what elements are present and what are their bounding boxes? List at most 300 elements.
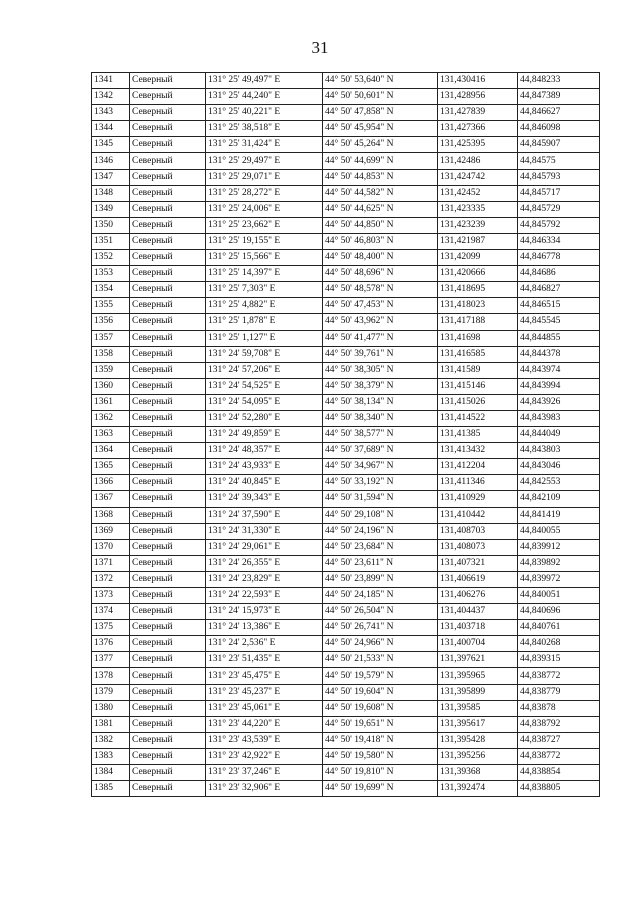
point-number-cell: 1359	[92, 362, 130, 378]
longitude-dms-cell: 131° 24' 29,061" E	[206, 539, 323, 555]
longitude-dms-cell: 131° 24' 15,973" E	[206, 604, 323, 620]
longitude-decimal-cell: 131,406619	[438, 571, 518, 587]
latitude-decimal-cell: 44,838792	[518, 716, 600, 732]
longitude-dms-cell: 131° 24' 57,206" E	[206, 362, 323, 378]
table-row	[92, 765, 600, 781]
table-row	[92, 539, 600, 555]
longitude-dms-cell: 131° 25' 29,497" E	[206, 153, 323, 169]
zone-name-cell: Северный	[130, 266, 206, 282]
latitude-dms-cell: 44° 50' 47,858" N	[323, 105, 438, 121]
latitude-dms-cell: 44° 50' 23,611" N	[323, 555, 438, 571]
latitude-dms-cell: 44° 50' 47,453" N	[323, 298, 438, 314]
zone-name-cell: Северный	[130, 523, 206, 539]
longitude-decimal-cell: 131,420666	[438, 266, 518, 282]
zone-name-cell: Северный	[130, 636, 206, 652]
latitude-dms-cell: 44° 50' 48,696" N	[323, 266, 438, 282]
point-number-cell: 1377	[92, 652, 130, 668]
longitude-decimal-cell: 131,395965	[438, 668, 518, 684]
latitude-dms-cell: 44° 50' 23,684" N	[323, 539, 438, 555]
zone-name-cell: Северный	[130, 394, 206, 410]
longitude-dms-cell: 131° 24' 54,525" E	[206, 378, 323, 394]
longitude-decimal-cell: 131,42099	[438, 250, 518, 266]
latitude-decimal-cell: 44,845907	[518, 137, 600, 153]
zone-name-cell: Северный	[130, 362, 206, 378]
longitude-dms-cell: 131° 25' 44,240" E	[206, 89, 323, 105]
table-row	[92, 443, 600, 459]
longitude-dms-cell: 131° 23' 51,435" E	[206, 652, 323, 668]
latitude-dms-cell: 44° 50' 19,651" N	[323, 716, 438, 732]
table-row	[92, 314, 600, 330]
coordinates-table-body	[92, 73, 600, 797]
point-number-cell: 1351	[92, 233, 130, 249]
latitude-decimal-cell: 44,845717	[518, 185, 600, 201]
zone-name-cell: Северный	[130, 89, 206, 105]
table-row	[92, 636, 600, 652]
latitude-decimal-cell: 44,844049	[518, 427, 600, 443]
latitude-dms-cell: 44° 50' 44,853" N	[323, 169, 438, 185]
latitude-dms-cell: 44° 50' 24,966" N	[323, 636, 438, 652]
zone-name-cell: Северный	[130, 443, 206, 459]
point-number-cell: 1363	[92, 427, 130, 443]
latitude-dms-cell: 44° 50' 39,761" N	[323, 346, 438, 362]
table-row	[92, 700, 600, 716]
point-number-cell: 1361	[92, 394, 130, 410]
latitude-decimal-cell: 44,84575	[518, 153, 600, 169]
longitude-dms-cell: 131° 24' 2,536" E	[206, 636, 323, 652]
longitude-dms-cell: 131° 24' 48,357" E	[206, 443, 323, 459]
latitude-decimal-cell: 44,838779	[518, 684, 600, 700]
longitude-dms-cell: 131° 24' 37,590" E	[206, 507, 323, 523]
latitude-decimal-cell: 44,844855	[518, 330, 600, 346]
longitude-decimal-cell: 131,395899	[438, 684, 518, 700]
longitude-decimal-cell: 131,410929	[438, 491, 518, 507]
table-row	[92, 604, 600, 620]
longitude-decimal-cell: 131,42452	[438, 185, 518, 201]
longitude-dms-cell: 131° 24' 40,845" E	[206, 475, 323, 491]
latitude-decimal-cell: 44,840055	[518, 523, 600, 539]
table-row	[92, 716, 600, 732]
latitude-dms-cell: 44° 50' 38,305" N	[323, 362, 438, 378]
latitude-dms-cell: 44° 50' 21,533" N	[323, 652, 438, 668]
longitude-dms-cell: 131° 24' 22,593" E	[206, 588, 323, 604]
point-number-cell: 1376	[92, 636, 130, 652]
table-row	[92, 652, 600, 668]
table-row	[92, 410, 600, 426]
point-number-cell: 1380	[92, 700, 130, 716]
zone-name-cell: Северный	[130, 314, 206, 330]
table-row	[92, 475, 600, 491]
latitude-decimal-cell: 44,845792	[518, 217, 600, 233]
table-row	[92, 781, 600, 797]
longitude-decimal-cell: 131,407321	[438, 555, 518, 571]
latitude-decimal-cell: 44,840761	[518, 620, 600, 636]
longitude-decimal-cell: 131,412204	[438, 459, 518, 475]
longitude-dms-cell: 131° 25' 29,071" E	[206, 169, 323, 185]
latitude-decimal-cell: 44,84686	[518, 266, 600, 282]
point-number-cell: 1381	[92, 716, 130, 732]
longitude-dms-cell: 131° 24' 43,933" E	[206, 459, 323, 475]
zone-name-cell: Северный	[130, 668, 206, 684]
point-number-cell: 1379	[92, 684, 130, 700]
latitude-decimal-cell: 44,838727	[518, 732, 600, 748]
zone-name-cell: Северный	[130, 282, 206, 298]
longitude-dms-cell: 131° 23' 45,475" E	[206, 668, 323, 684]
longitude-decimal-cell: 131,41589	[438, 362, 518, 378]
table-row	[92, 459, 600, 475]
zone-name-cell: Северный	[130, 346, 206, 362]
table-row	[92, 668, 600, 684]
latitude-dms-cell: 44° 50' 53,640" N	[323, 73, 438, 89]
zone-name-cell: Северный	[130, 748, 206, 764]
longitude-decimal-cell: 131,395617	[438, 716, 518, 732]
latitude-dms-cell: 44° 50' 38,577" N	[323, 427, 438, 443]
table-row	[92, 571, 600, 587]
longitude-decimal-cell: 131,425395	[438, 137, 518, 153]
table-row	[92, 153, 600, 169]
latitude-decimal-cell: 44,845729	[518, 201, 600, 217]
zone-name-cell: Северный	[130, 588, 206, 604]
latitude-decimal-cell: 44,845545	[518, 314, 600, 330]
latitude-decimal-cell: 44,840696	[518, 604, 600, 620]
point-number-cell: 1348	[92, 185, 130, 201]
table-row	[92, 233, 600, 249]
point-number-cell: 1372	[92, 571, 130, 587]
longitude-dms-cell: 131° 23' 42,922" E	[206, 748, 323, 764]
longitude-decimal-cell: 131,392474	[438, 781, 518, 797]
table-row	[92, 427, 600, 443]
table-row	[92, 298, 600, 314]
table-row	[92, 137, 600, 153]
latitude-decimal-cell: 44,843983	[518, 410, 600, 426]
latitude-decimal-cell: 44,841419	[518, 507, 600, 523]
latitude-decimal-cell: 44,83878	[518, 700, 600, 716]
latitude-dms-cell: 44° 50' 19,699" N	[323, 781, 438, 797]
longitude-dms-cell: 131° 24' 54,095" E	[206, 394, 323, 410]
longitude-decimal-cell: 131,39585	[438, 700, 518, 716]
latitude-decimal-cell: 44,842109	[518, 491, 600, 507]
latitude-dms-cell: 44° 50' 19,580" N	[323, 748, 438, 764]
latitude-dms-cell: 44° 50' 29,108" N	[323, 507, 438, 523]
latitude-dms-cell: 44° 50' 33,192" N	[323, 475, 438, 491]
point-number-cell: 1366	[92, 475, 130, 491]
table-row	[92, 748, 600, 764]
table-row	[92, 362, 600, 378]
latitude-decimal-cell: 44,839892	[518, 555, 600, 571]
longitude-decimal-cell: 131,403718	[438, 620, 518, 636]
longitude-decimal-cell: 131,39368	[438, 765, 518, 781]
latitude-dms-cell: 44° 50' 38,134" N	[323, 394, 438, 410]
table-row	[92, 169, 600, 185]
latitude-dms-cell: 44° 50' 38,340" N	[323, 410, 438, 426]
point-number-cell: 1354	[92, 282, 130, 298]
zone-name-cell: Северный	[130, 620, 206, 636]
latitude-decimal-cell: 44,847389	[518, 89, 600, 105]
longitude-dms-cell: 131° 24' 31,330" E	[206, 523, 323, 539]
table-row	[92, 732, 600, 748]
longitude-dms-cell: 131° 23' 44,220" E	[206, 716, 323, 732]
longitude-decimal-cell: 131,397621	[438, 652, 518, 668]
zone-name-cell: Северный	[130, 73, 206, 89]
zone-name-cell: Северный	[130, 153, 206, 169]
zone-name-cell: Северный	[130, 652, 206, 668]
latitude-decimal-cell: 44,839315	[518, 652, 600, 668]
longitude-decimal-cell: 131,411346	[438, 475, 518, 491]
latitude-dms-cell: 44° 50' 38,379" N	[323, 378, 438, 394]
longitude-decimal-cell: 131,404437	[438, 604, 518, 620]
zone-name-cell: Северный	[130, 201, 206, 217]
point-number-cell: 1350	[92, 217, 130, 233]
zone-name-cell: Северный	[130, 250, 206, 266]
zone-name-cell: Северный	[130, 539, 206, 555]
longitude-decimal-cell: 131,42486	[438, 153, 518, 169]
latitude-dms-cell: 44° 50' 41,477" N	[323, 330, 438, 346]
longitude-dms-cell: 131° 24' 13,386" E	[206, 620, 323, 636]
longitude-dms-cell: 131° 25' 7,303" E	[206, 282, 323, 298]
latitude-decimal-cell: 44,839972	[518, 571, 600, 587]
latitude-dms-cell: 44° 50' 44,850" N	[323, 217, 438, 233]
point-number-cell: 1383	[92, 748, 130, 764]
longitude-decimal-cell: 131,430416	[438, 73, 518, 89]
point-number-cell: 1356	[92, 314, 130, 330]
point-number-cell: 1375	[92, 620, 130, 636]
zone-name-cell: Северный	[130, 330, 206, 346]
table-row	[92, 555, 600, 571]
zone-name-cell: Северный	[130, 169, 206, 185]
coordinates-table	[91, 72, 600, 797]
latitude-decimal-cell: 44,843974	[518, 362, 600, 378]
latitude-dms-cell: 44° 50' 50,601" N	[323, 89, 438, 105]
longitude-decimal-cell: 131,413432	[438, 443, 518, 459]
point-number-cell: 1345	[92, 137, 130, 153]
latitude-dms-cell: 44° 50' 37,689" N	[323, 443, 438, 459]
zone-name-cell: Северный	[130, 185, 206, 201]
longitude-dms-cell: 131° 25' 1,127" E	[206, 330, 323, 346]
latitude-dms-cell: 44° 50' 45,264" N	[323, 137, 438, 153]
point-number-cell: 1365	[92, 459, 130, 475]
longitude-dms-cell: 131° 23' 37,246" E	[206, 765, 323, 781]
longitude-decimal-cell: 131,424742	[438, 169, 518, 185]
latitude-decimal-cell: 44,844378	[518, 346, 600, 362]
latitude-decimal-cell: 44,846515	[518, 298, 600, 314]
longitude-dms-cell: 131° 23' 32,906" E	[206, 781, 323, 797]
longitude-decimal-cell: 131,406276	[438, 588, 518, 604]
latitude-dms-cell: 44° 50' 24,185" N	[323, 588, 438, 604]
table-row	[92, 330, 600, 346]
point-number-cell: 1349	[92, 201, 130, 217]
table-row	[92, 620, 600, 636]
zone-name-cell: Северный	[130, 121, 206, 137]
point-number-cell: 1364	[92, 443, 130, 459]
longitude-dms-cell: 131° 25' 49,497" E	[206, 73, 323, 89]
zone-name-cell: Северный	[130, 555, 206, 571]
latitude-dms-cell: 44° 50' 19,608" N	[323, 700, 438, 716]
latitude-dms-cell: 44° 50' 19,579" N	[323, 668, 438, 684]
point-number-cell: 1360	[92, 378, 130, 394]
zone-name-cell: Северный	[130, 684, 206, 700]
latitude-decimal-cell: 44,840268	[518, 636, 600, 652]
table-row	[92, 73, 600, 89]
latitude-dms-cell: 44° 50' 46,803" N	[323, 233, 438, 249]
point-number-cell: 1341	[92, 73, 130, 89]
zone-name-cell: Северный	[130, 700, 206, 716]
longitude-dms-cell: 131° 24' 39,343" E	[206, 491, 323, 507]
longitude-decimal-cell: 131,416585	[438, 346, 518, 362]
point-number-cell: 1347	[92, 169, 130, 185]
longitude-decimal-cell: 131,414522	[438, 410, 518, 426]
longitude-dms-cell: 131° 25' 31,424" E	[206, 137, 323, 153]
longitude-dms-cell: 131° 25' 4,882" E	[206, 298, 323, 314]
table-row	[92, 588, 600, 604]
longitude-decimal-cell: 131,418023	[438, 298, 518, 314]
longitude-dms-cell: 131° 24' 26,355" E	[206, 555, 323, 571]
longitude-dms-cell: 131° 23' 43,539" E	[206, 732, 323, 748]
longitude-decimal-cell: 131,41385	[438, 427, 518, 443]
zone-name-cell: Северный	[130, 298, 206, 314]
point-number-cell: 1353	[92, 266, 130, 282]
longitude-decimal-cell: 131,408073	[438, 539, 518, 555]
latitude-decimal-cell: 44,838772	[518, 748, 600, 764]
zone-name-cell: Северный	[130, 571, 206, 587]
point-number-cell: 1367	[92, 491, 130, 507]
zone-name-cell: Северный	[130, 427, 206, 443]
latitude-decimal-cell: 44,843046	[518, 459, 600, 475]
zone-name-cell: Северный	[130, 137, 206, 153]
longitude-decimal-cell: 131,418695	[438, 282, 518, 298]
table-row	[92, 250, 600, 266]
longitude-decimal-cell: 131,417188	[438, 314, 518, 330]
latitude-decimal-cell: 44,845793	[518, 169, 600, 185]
latitude-dms-cell: 44° 50' 19,418" N	[323, 732, 438, 748]
latitude-dms-cell: 44° 50' 43,962" N	[323, 314, 438, 330]
longitude-dms-cell: 131° 24' 49,859" E	[206, 427, 323, 443]
table-row	[92, 266, 600, 282]
zone-name-cell: Северный	[130, 233, 206, 249]
zone-name-cell: Северный	[130, 507, 206, 523]
point-number-cell: 1358	[92, 346, 130, 362]
latitude-dms-cell: 44° 50' 23,899" N	[323, 571, 438, 587]
point-number-cell: 1369	[92, 523, 130, 539]
latitude-decimal-cell: 44,846827	[518, 282, 600, 298]
latitude-decimal-cell: 44,840051	[518, 588, 600, 604]
latitude-decimal-cell: 44,843926	[518, 394, 600, 410]
point-number-cell: 1384	[92, 765, 130, 781]
point-number-cell: 1357	[92, 330, 130, 346]
page-number: 31	[311, 38, 329, 57]
latitude-decimal-cell: 44,846098	[518, 121, 600, 137]
zone-name-cell: Северный	[130, 604, 206, 620]
point-number-cell: 1343	[92, 105, 130, 121]
point-number-cell: 1352	[92, 250, 130, 266]
point-number-cell: 1362	[92, 410, 130, 426]
zone-name-cell: Северный	[130, 732, 206, 748]
longitude-decimal-cell: 131,408703	[438, 523, 518, 539]
table-row	[92, 201, 600, 217]
longitude-decimal-cell: 131,423239	[438, 217, 518, 233]
latitude-dms-cell: 44° 50' 44,625" N	[323, 201, 438, 217]
longitude-decimal-cell: 131,428956	[438, 89, 518, 105]
zone-name-cell: Северный	[130, 765, 206, 781]
zone-name-cell: Северный	[130, 781, 206, 797]
zone-name-cell: Северный	[130, 217, 206, 233]
point-number-cell: 1342	[92, 89, 130, 105]
point-number-cell: 1355	[92, 298, 130, 314]
latitude-decimal-cell: 44,846778	[518, 250, 600, 266]
latitude-decimal-cell: 44,843803	[518, 443, 600, 459]
zone-name-cell: Северный	[130, 716, 206, 732]
latitude-dms-cell: 44° 50' 48,578" N	[323, 282, 438, 298]
longitude-dms-cell: 131° 25' 15,566" E	[206, 250, 323, 266]
latitude-dms-cell: 44° 50' 31,594" N	[323, 491, 438, 507]
longitude-dms-cell: 131° 25' 1,878" E	[206, 314, 323, 330]
latitude-decimal-cell: 44,839912	[518, 539, 600, 555]
latitude-dms-cell: 44° 50' 45,954" N	[323, 121, 438, 137]
point-number-cell: 1382	[92, 732, 130, 748]
table-row	[92, 684, 600, 700]
latitude-decimal-cell: 44,848233	[518, 73, 600, 89]
longitude-decimal-cell: 131,421987	[438, 233, 518, 249]
longitude-dms-cell: 131° 24' 23,829" E	[206, 571, 323, 587]
latitude-dms-cell: 44° 50' 19,810" N	[323, 765, 438, 781]
zone-name-cell: Северный	[130, 105, 206, 121]
table-row	[92, 217, 600, 233]
longitude-dms-cell: 131° 25' 40,221" E	[206, 105, 323, 121]
point-number-cell: 1371	[92, 555, 130, 571]
table-row	[92, 185, 600, 201]
table-row	[92, 394, 600, 410]
point-number-cell: 1344	[92, 121, 130, 137]
longitude-dms-cell: 131° 24' 59,708" E	[206, 346, 323, 362]
table-row	[92, 89, 600, 105]
zone-name-cell: Северный	[130, 459, 206, 475]
longitude-decimal-cell: 131,415146	[438, 378, 518, 394]
table-row	[92, 491, 600, 507]
point-number-cell: 1374	[92, 604, 130, 620]
point-number-cell: 1346	[92, 153, 130, 169]
longitude-decimal-cell: 131,415026	[438, 394, 518, 410]
table-row	[92, 507, 600, 523]
longitude-decimal-cell: 131,41698	[438, 330, 518, 346]
latitude-dms-cell: 44° 50' 44,699" N	[323, 153, 438, 169]
latitude-dms-cell: 44° 50' 19,604" N	[323, 684, 438, 700]
point-number-cell: 1368	[92, 507, 130, 523]
latitude-decimal-cell: 44,838772	[518, 668, 600, 684]
table-row	[92, 282, 600, 298]
latitude-dms-cell: 44° 50' 26,504" N	[323, 604, 438, 620]
latitude-decimal-cell: 44,843994	[518, 378, 600, 394]
longitude-dms-cell: 131° 25' 23,662" E	[206, 217, 323, 233]
latitude-decimal-cell: 44,846627	[518, 105, 600, 121]
point-number-cell: 1373	[92, 588, 130, 604]
zone-name-cell: Северный	[130, 378, 206, 394]
table-row	[92, 523, 600, 539]
longitude-dms-cell: 131° 23' 45,061" E	[206, 700, 323, 716]
latitude-dms-cell: 44° 50' 48,400" N	[323, 250, 438, 266]
longitude-dms-cell: 131° 25' 14,397" E	[206, 266, 323, 282]
latitude-decimal-cell: 44,838854	[518, 765, 600, 781]
longitude-decimal-cell: 131,423335	[438, 201, 518, 217]
latitude-decimal-cell: 44,846334	[518, 233, 600, 249]
zone-name-cell: Северный	[130, 475, 206, 491]
longitude-decimal-cell: 131,410442	[438, 507, 518, 523]
point-number-cell: 1378	[92, 668, 130, 684]
point-number-cell: 1385	[92, 781, 130, 797]
table-row	[92, 346, 600, 362]
zone-name-cell: Северный	[130, 410, 206, 426]
latitude-decimal-cell: 44,838805	[518, 781, 600, 797]
longitude-decimal-cell: 131,400704	[438, 636, 518, 652]
table-row	[92, 378, 600, 394]
longitude-decimal-cell: 131,427366	[438, 121, 518, 137]
